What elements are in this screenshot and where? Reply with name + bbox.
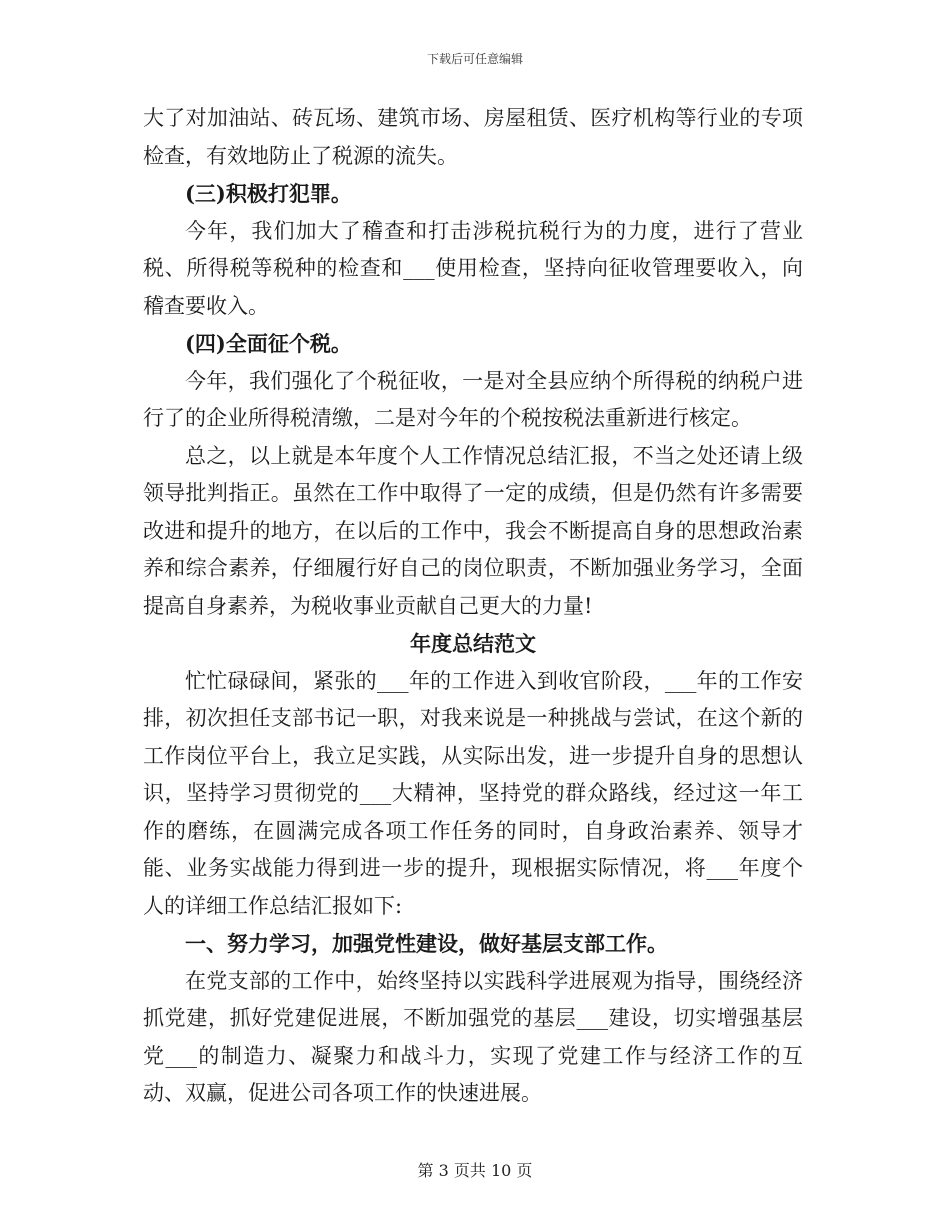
section-heading-4: (四)全面征个税。 — [185, 331, 352, 356]
page-number: 第 3 页共 10 页 — [417, 1161, 533, 1180]
paragraph: 总之，以上就是本年度个人工作情况总结汇报，不当之处还请上级领导批判指正。虽然在工作中取得了一定的成绩，但是仍然有许多需要改进和提升的地方，在以后的工作中，我会不断提高自身的思想政治素养和综合素养，仔细履行好自己的岗位职责，不断加强业务学习，全面提高自身素养，为税收事业贡献自己更大的力量! — [143, 443, 803, 618]
page-header: 下载后可任意编辑 — [426, 52, 523, 66]
paragraph: 在党支部的工作中，始终坚持以实践科学进展观为指导，围绕经济抓党建，抓好党建促进展，不断加强党的基层___建设，切实增强基层党___的制造力、凝聚力和战斗力，实现了党建工作与经济工作的互动、双赢，促进公司各项工作的快速进展。 — [143, 968, 803, 1105]
paragraph: 忙忙碌碌间，紧张的___年的工作进入到收官阶段，___年的工作安排，初次担任支部书记一职，对我来说是一种挑战与尝试，在这个新的工作岗位平台上，我立足实践，从实际出发，进一步提升自身的思想认识，坚持学习贯彻党的___大精神，坚持党的群众路线，经过这一年工作的磨练，在圆满完成各项工作任务的同时，自身政治素养、领导才能、业务实战能力得到进一步的提升，现根据实际情况，将___年度个人的详细工作总结汇报如下: — [143, 668, 803, 918]
paragraph: 今年，我们加大了稽查和打击涉税抗税行为的力度，进行了营业税、所得税等税种的检查和___使用检查，坚持向征收管理要收入，向稽查要收入。 — [143, 218, 803, 318]
paragraph-continuation: 大了对加油站、砖瓦场、建筑市场、房屋租赁、医疗机构等行业的专项检查，有效地防止了税源的流失。 — [143, 106, 803, 168]
section-heading-3: (三)积极打犯罪。 — [185, 181, 352, 206]
article-title: 年度总结范文 — [410, 631, 536, 656]
section-heading-1: 一、努力学习，加强党性建设，做好基层支部工作。 — [185, 931, 668, 956]
document-body — [143, 100, 803, 1113]
paragraph: 今年，我们强化了个税征收，一是对全县应纳个所得税的纳税户进行了的企业所得税清缴，二是对今年的个税按税法重新进行核定。 — [143, 368, 803, 430]
